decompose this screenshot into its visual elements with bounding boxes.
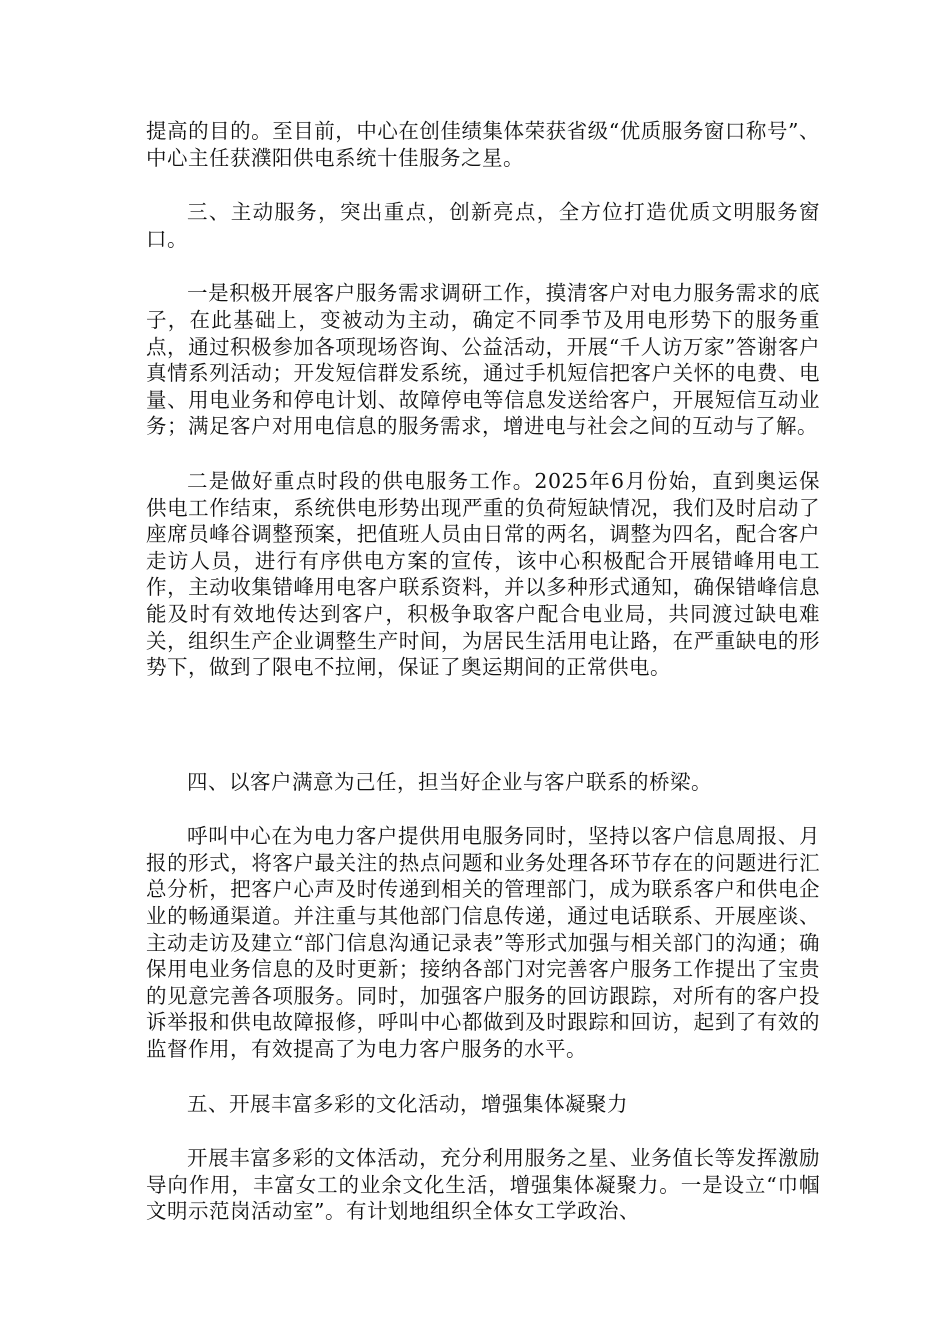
paragraph-continuation: 提高的目的。至目前，中心在创佳绩集体荣获省级“优质服务窗口称号”、中心主任获濮阳供电系统十佳服务之星。	[146, 119, 820, 170]
paragraph-customer-research: 一是积极开展客户服务需求调研工作，摸清客户对电力服务需求的底子，在此基础上，变被动为主动，确定不同季节及用电形势下的服务重点，通过积极参加各项现场咨询、公益活动，开展“千人访万家”答谢客户真情系列活动；开发短信群发系统，通过手机短信把客户关怀的电费、电量、用电业务和停电计划、故障停电等信息发送给客户，开展短信互动业务；满足客户对用电信息的服务需求，增进电与社会之间的互动与了解。	[146, 281, 820, 439]
section-heading-three: 三、主动服务，突出重点，创新亮点，全方位打造优质文明服务窗口。	[146, 200, 820, 251]
section-heading-four: 四、以客户满意为己任，担当好企业与客户联系的桥梁。	[187, 769, 712, 794]
paragraph-call-center-bridge: 呼叫中心在为电力客户提供用电服务同时，坚持以客户信息周报、月报的形式，将客户最关注的热点问题和业务处理各环节存在的问题进行汇总分析，把客户心声及时传递到相关的管理部门，成为联系客户和供电企业的畅通渠道。并注重与其他部门信息传递，通过电话联系、开展座谈、主动走访及建立“部门信息沟通记录表”等形式加强与相关部门的沟通；确保用电业务信息的及时更新；接纳各部门对完善客户服务工作提出了宝贵的见意完善各项服务。同时，加强客户服务的回访跟踪，对所有的客户投诉举报和供电故障报修，呼叫中心都做到及时跟踪和回访，起到了有效的监督作用，有效提高了为电力客户服务的水平。	[146, 824, 820, 1062]
document-body	[146, 118, 820, 1253]
paragraph-cultural-activities: 开展丰富多彩的文体活动，充分利用服务之星、业务值长等发挥激励导向作用，丰富女工的业余文化生活，增强集体凝聚力。一是设立“巾帼文明示范岗活动室”。有计划地组织全体女工学政治、	[146, 1146, 820, 1224]
paragraph-peak-period-service: 二是做好重点时段的供电服务工作。2025年6月份始，直到奥运保供电工作结束，系统供电形势出现严重的负荷短缺情况，我们及时启动了座席员峰谷调整预案，把值班人员由日常的两名，调整为四名，配合客户走访人员，进行有序供电方案的宣传，该中心积极配合开展错峰用电工作，主动收集错峰用电客户联系资料，并以多种形式通知，确保错峰信息能及时有效地传达到客户，积极争取客户配合电业局，共同渡过缺电难关，组织生产企业调整生产时间，为居民生活用电让路，在严重缺电的形势下，做到了限电不拉闸，保证了奥运期间的正常供电。	[146, 468, 820, 680]
section-heading-five: 五、开展丰富多彩的文化活动，增强集体凝聚力	[187, 1091, 628, 1116]
